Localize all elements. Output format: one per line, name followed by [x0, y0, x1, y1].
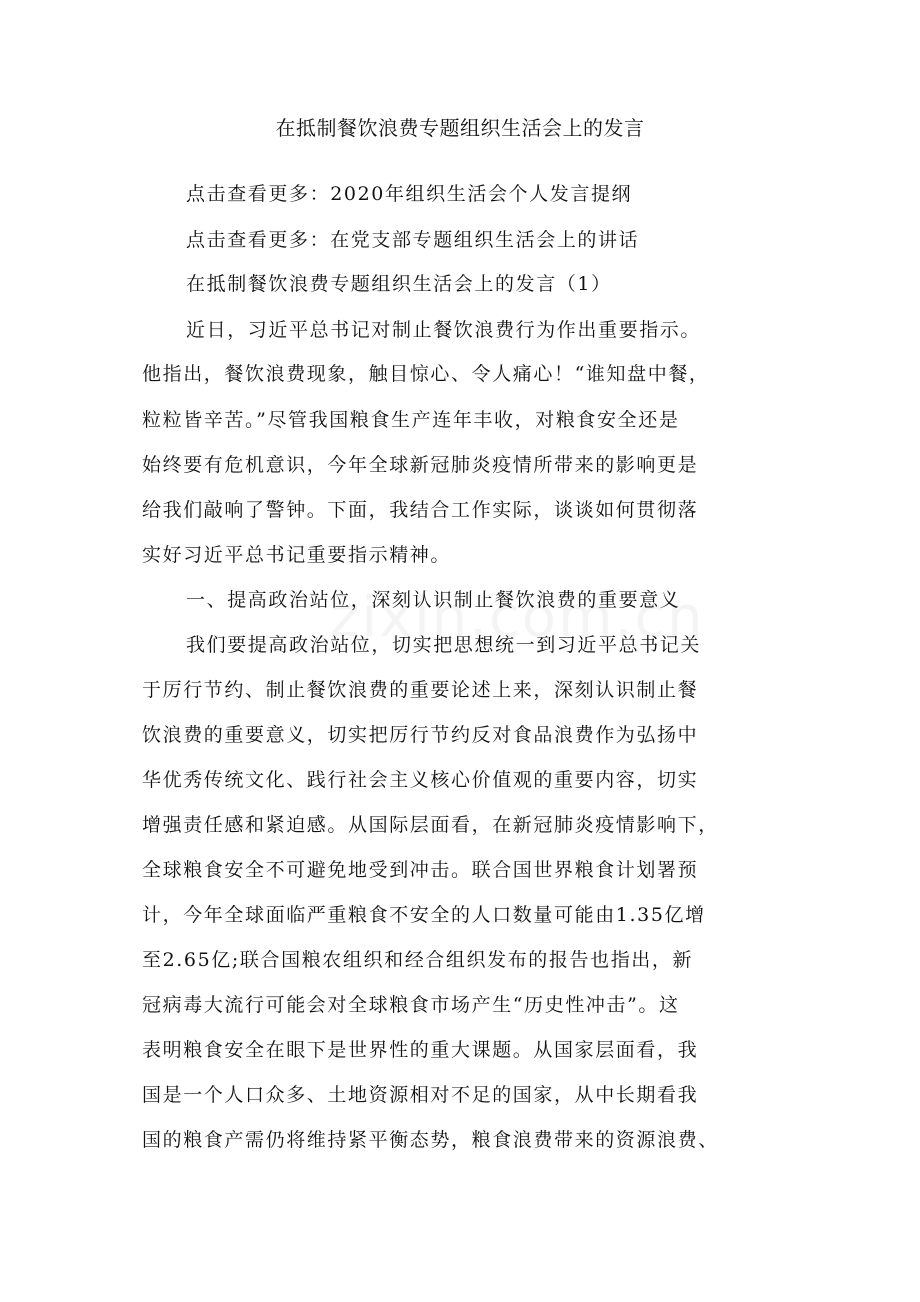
body-line: 我们要提高政治站位，切实把思想统一到习近平总书记关 — [186, 634, 702, 656]
body-line: 他指出，餐饮浪费现象，触目惊心、令人痛心！“谁知盘中餐， — [142, 363, 710, 385]
body-line: 给我们敲响了警钟。下面，我结合工作实际，谈谈如何贯彻落 — [142, 499, 699, 521]
body-line: 冠病毒大流行可能会对全球粮食市场产生“历史性冲击”。这 — [142, 994, 680, 1016]
section-subtitle: 在抵制餐饮浪费专题组织生活会上的发言（1） — [186, 273, 612, 295]
body-line: 增强责任感和紧迫感。从国际层面看，在新冠肺炎疫情影响下， — [142, 814, 719, 836]
body-line: 计，今年全球面临严重粮食不安全的人口数量可能由1.35亿增 — [142, 904, 706, 926]
more-link-speech[interactable]: 点击查看更多：在党支部专题组织生活会上的讲话 — [186, 229, 640, 251]
body-line: 国是一个人口众多、土地资源相对不足的国家，从中长期看我 — [142, 1084, 699, 1106]
body-line: 实好习近平总书记重要指示精神。 — [142, 544, 452, 566]
body-line: 始终要有危机意识，今年全球新冠肺炎疫情所带来的影响更是 — [142, 454, 699, 476]
section-heading: 一、提高政治站位，深刻认识制止餐饮浪费的重要意义 — [186, 589, 681, 611]
body-line: 表明粮食安全在眼下是世界性的重大课题。从国家层面看，我 — [142, 1039, 699, 1061]
body-line: 近日，习近平总书记对制止餐饮浪费行为作出重要指示。 — [186, 319, 702, 341]
body-line: 粒粒皆辛苦。”尽管我国粮食生产连年丰收，对粮食安全还是 — [142, 409, 680, 431]
body-line: 国的粮食产需仍将维持紧平衡态势，粮食浪费带来的资源浪费、 — [142, 1129, 719, 1151]
body-line: 至2.65亿;联合国粮农组织和经合组织发布的报告也指出，新 — [142, 949, 694, 971]
body-line: 于厉行节约、制止餐饮浪费的重要论述上来，深刻认识制止餐 — [142, 679, 699, 701]
body-line: 华优秀传统文化、践行社会主义核心价值观的重要内容，切实 — [142, 769, 699, 791]
more-link-outline[interactable]: 点击查看更多：2020年组织生活会个人发言提纲 — [186, 183, 633, 205]
document-title: 在抵制餐饮浪费专题组织生活会上的发言 — [275, 116, 645, 140]
body-line: 饮浪费的重要意义，切实把厉行节约反对食品浪费作为弘扬中 — [142, 724, 699, 746]
body-line: 全球粮食安全不可避免地受到冲击。联合国世界粮食计划署预 — [142, 859, 699, 881]
